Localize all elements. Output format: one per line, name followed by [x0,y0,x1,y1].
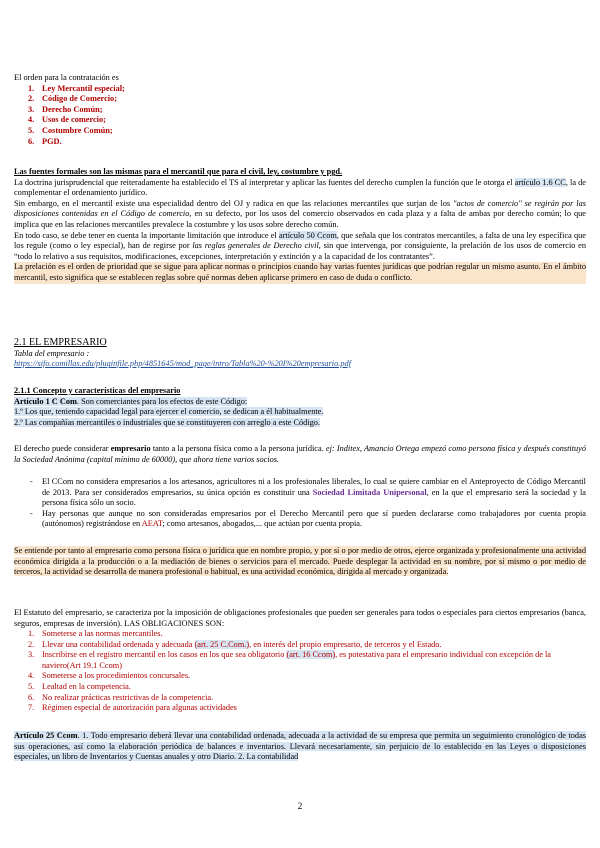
art1-item: 1.º Los que, teniendo capacidad legal para ejercer el comercio, se dedican a él habitualmente. [14,407,324,417]
order-item: 6. PGD. [28,136,62,146]
fuentes-heading: Las fuentes formales son las mismas para el mercantil que para el civil, ley, costumbre y pgd. [14,167,343,176]
obligation-item: 1. Someterse a las normas mercantiles. [28,629,163,638]
obligation-item: 3. Inscribirse en el registro mercantil en los casos en los que sea obligatorio (art. 16 Ccom), es potestativa para el empresario individual con excepción de la naviero(Art 19.1 Ccom) [28,650,551,670]
order-item: 1. Ley Mercantil especial; [28,83,125,93]
obligaciones-list [14,629,586,714]
order-item: 3. Derecho Común; [28,104,103,114]
page-number: 2 [297,801,303,811]
order-item: 4. Usos de comercio; [28,115,106,125]
bullets-section [14,477,586,530]
obligation-item: 7. Régimen especial de autorización para algunas actividades [28,703,237,713]
art1-item: 2.º Las compañías mercantiles o industriales que se constituyeren con arreglo a este Código. [14,417,321,427]
fuentes-p1: La doctrina jurisprudencial que reiteradamente ha establecido el TS al interpretar y aplicar las fuentes del derecho cumplen la función que le otorga el artículo 1.6 CC, la de complementar el ordenamiento jurídico. [14,177,586,198]
obligation-item: 6. No realizar prácticas restrictivas de la competencia. [28,692,214,702]
table-link[interactable]: https://sifo.comillas.edu/pluginfile.php/4851645/mod_page/intro/Tabla%20-%20I%20empresario.pdf [14,359,351,369]
bullet-item: - El CCom no considera empresarios a los artesanos, agricultores ni a los profesionales liberales, lo cual se quiere cambiar en el Anteproyecto de Código Mercantil de 2013. Para ser considerados empresarios, su única opción es constituir una Sociedad Limitada Unipersonal, en la que el empresario será la sociedad y la persona física sólo un socio. [30,477,586,508]
order-section [14,73,586,147]
section-title: 2.1 EL EMPRESARIO [14,337,107,348]
table-label: Tabla del empresario : [14,348,90,358]
estatuto-paragraph: El Estatuto del empresario, se caracteriza por la imposición de obligaciones profesionales que pueden ser generales para todos o especiales para ciertos empresarios (banca, seguros, empresas de inversión). LAS OBLIGACIONES SON: [14,608,586,628]
order-item: 5. Costumbre Común; [28,125,113,135]
fuentes-section [14,167,586,284]
art1-line: Artículo 1 C Com. Son comerciantes para los efectos de este Código: [14,396,248,406]
fuentes-p3: En todo caso, se debe tener en cuenta la importante limitación que introduce el artículo 50 Ccom, que señala que los contratos mercantiles, a falta de una ley específica que los regule (como o ley especial), han de regirse por las reglas generales de Derecho civil, sin que intervenga, por consiguiente, la prelación de los usos de comercio en “todo lo relativo a sus requisitos, modificaciones, excepciones, interpretación y extinción y a la capacidad de los contratantes”. [14,230,586,261]
obligation-item: 5. Lealtad en la competencia. [28,681,131,691]
summary-paragraph: Se entiende por tanto al empresario como persona física o jurídica que en nombre propio, y por sí o por medio de otros, ejerce organizada y profesionalmente una actividad económica dirigida a la producción o a la mediación de bienes o servicios para el mercado. Puede desplegar la actividad en su nombre, por sí mismo o por medio de terceros, la actividad se desarrolla de manera profesional o habitual, es una actividad económica, dirigida al mercado y organizada. [14,546,586,577]
obligation-item: 4. Someterse a los procedimientos concursales. [28,671,191,681]
order-item: 2. Código de Comercio; [28,94,117,104]
order-intro: El orden para la contratación es [14,73,119,82]
bullet-item: - Hay personas que aunque no son consideradas empresarios por el Derecho Mercantil pero que sí pueden declararse como trabajadores por cuenta propia (autónomos) registrándose en AEAT; como artesanos, abogados,... que actúan por cuenta propia. [30,508,586,529]
obligation-item: 2. Llevar una contabilidad ordenada y adecuada (art. 25 C.Com.), en interés del propio empresario, de terceros y el Estado. [28,639,442,649]
fuentes-p4: La prelación es el orden de prioridad que se sigue para aplicar normas o principios cuando hay varias fuentes jurídicas que podrían regular un mismo asunto. En el ámbito mercantil, esto significa que se establecen reglas sobre qué normas deben aplicarse primero en caso de duda o conflicto. [14,262,586,282]
definicion-paragraph: El derecho puede considerar empresario tanto a la persona física como a la persona jurídica. ej: Inditex, Amancio Ortega empezó como persona física y después constituyó la Sociedad Anónima (capital mínimo de 60000), que ahora tiene varios socios. [14,444,586,464]
concepto-section [14,386,586,428]
empresario-header [14,338,586,370]
subsection-title: 2.1.1 Concepto y características del empresario [14,386,181,395]
art25-paragraph: Artículo 25 Ccom. 1. Todo empresario deberá llevar una contabilidad ordenada, adecuada a la actividad de su empresa que permita un seguimiento cronológico de todas sus operaciones, así como la elaboración periódica de balances e inventarios. Llevará necesariamente, sin perjuicio de lo establecido en las Leyes o disposiciones especiales, un libro de Inventarios y Cuentas anuales y otro Diario. 2. La contabilidad [14,731,586,762]
fuentes-p2: Sin embargo, en el mercantil existe una especialidad dentro del OJ y radica en que las relaciones mercantiles que surjan de los "actos de comercio" se regirán por las disposiciones contenidas en el Código de comercio, en su defecto, por los usos del comercio observados en cada plaza y a falta de ambas por derecho común; lo que implica que en las relaciones mercantiles prevalece la costumbre y los usos sobre derecho común. [14,198,586,229]
